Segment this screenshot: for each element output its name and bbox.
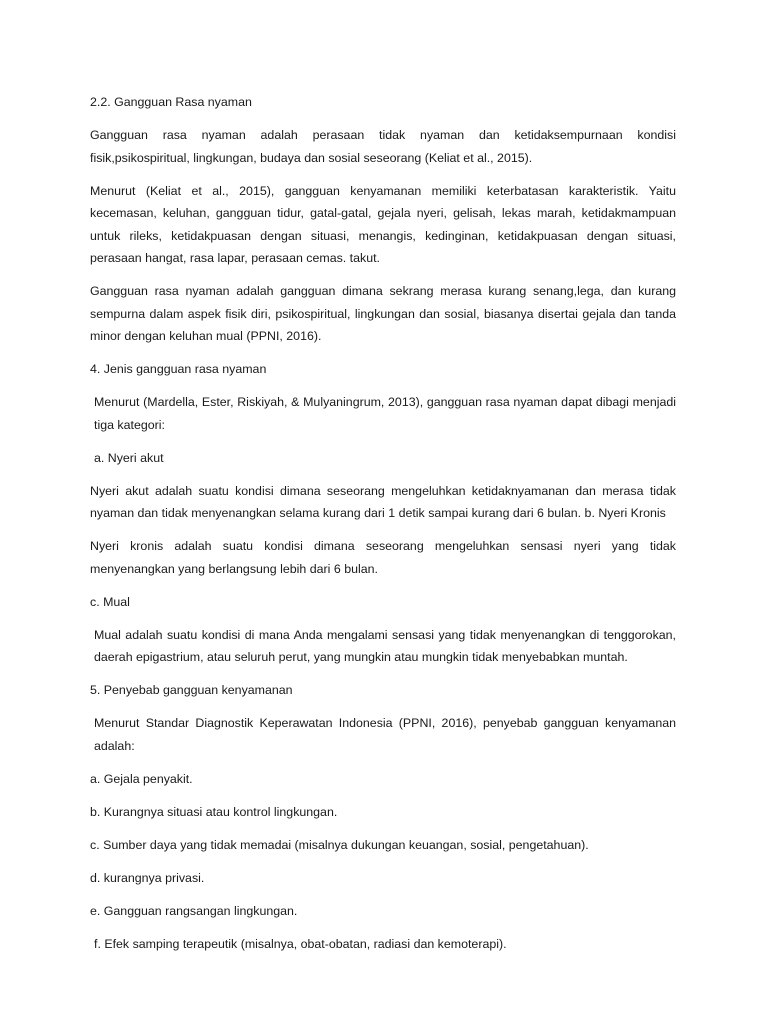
keliat-paragraph: Menurut (Keliat et al., 2015), gangguan kenyamanan memiliki keterbatasan karakteristik. Yaitu kecemasan, keluhan, gangguan tidur, gatal-gatal, gejala nyeri, gelisah, lekas marah, ketidakmampuan untuk rileks, ketidakpuasan dengan situasi, menangis, kedinginan, ketidakpuasan dengan situasi, perasaan hangat, rasa lapar, perasaan cemas. takut. (90, 183, 676, 265)
mual-paragraph: Mual adalah suatu kondisi di mana Anda mengalami sensasi yang tidak menyenangkan di tenggorokan, daerah epigastrium, atau seluruh perut, yang mungkin atau mungkin tidak menyebabkan muntah. (94, 627, 676, 664)
nyeri-kronis-paragraph: Nyeri kronis adalah suatu kondisi dimana seseorang mengeluhkan sensasi nyeri yang tidak menyenangkan yang berlangsung lebih dari 6 bulan. (90, 539, 676, 576)
document-body (90, 91, 676, 966)
section-4-heading: 4. Jenis gangguan rasa nyaman (90, 362, 267, 376)
mardella-paragraph: Menurut (Mardella, Ester, Riskiyah, & Mulyaningrum, 2013), gangguan rasa nyaman dapat dibagi menjadi tiga kategori: (94, 395, 676, 432)
section-2-2-heading: 2.2. Gangguan Rasa nyaman (90, 95, 252, 109)
definition-paragraph: Gangguan rasa nyaman adalah perasaan tidak nyaman dan ketidaksempurnaan kondisi fisik,psikospiritual, lingkungan, budaya dan sosial seseorang (Keliat et al., 2015). (90, 128, 676, 165)
cause-item-e: e. Gangguan rangsangan lingkungan. (90, 903, 298, 918)
cause-item-f: f. Efek samping terapeutik (misalnya, obat-obatan, radiasi dan kemoterapi). (94, 936, 507, 951)
ppni-paragraph: Gangguan rasa nyaman adalah gangguan dimana sekrang merasa kurang senang,lega, dan kurang sempurna dalam aspek fisik diri, psikospiritual, lingkungan dan sosial, biasanya disertai gejala dan tanda minor dengan keluhan mual (PPNI, 2016). (90, 284, 676, 343)
cause-item-a: a. Gejala penyakit. (90, 771, 193, 786)
nyeri-akut-heading: a. Nyeri akut (94, 450, 164, 465)
nyeri-akut-paragraph: Nyeri akut adalah suatu kondisi dimana seseorang mengeluhkan ketidaknyamanan dan merasa tidak nyaman dan tidak menyenangkan selama kurang dari 1 detik sampai kurang dari 6 bulan. b. Nyeri Kronis (90, 483, 676, 520)
sdki-paragraph: Menurut Standar Diagnostik Keperawatan Indonesia (PPNI, 2016), penyebab gangguan kenyamanan adalah: (94, 716, 676, 753)
cause-item-d: d. kurangnya privasi. (90, 870, 205, 885)
cause-item-c: c. Sumber daya yang tidak memadai (misalnya dukungan keuangan, sosial, pengetahuan). (90, 837, 589, 852)
mual-heading: c. Mual (90, 594, 130, 609)
section-5-heading: 5. Penyebab gangguan kenyamanan (90, 683, 293, 697)
cause-item-b: b. Kurangnya situasi atau kontrol lingkungan. (90, 804, 338, 819)
